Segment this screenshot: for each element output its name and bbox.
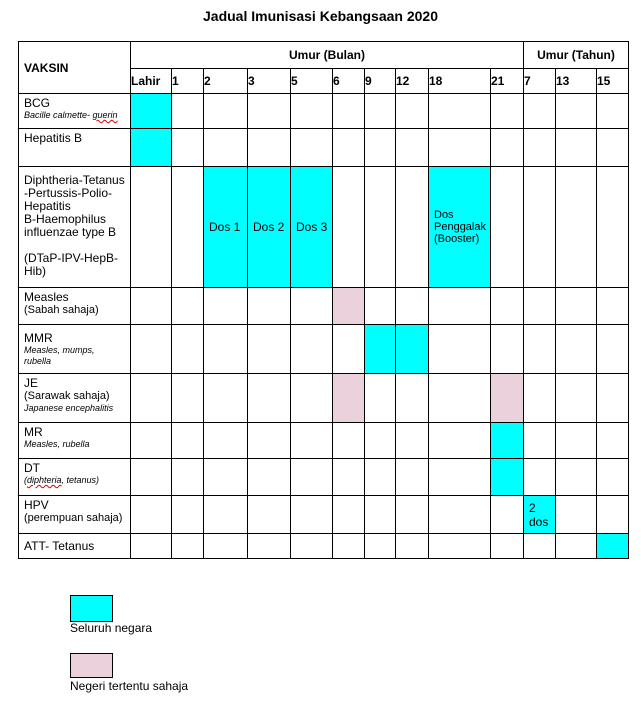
vaccine-hpv: HPV (perempuan sahaja) (19, 496, 131, 534)
age-header: 7 (524, 69, 556, 94)
age-header: 12 (396, 69, 429, 94)
schedule-cell (131, 94, 172, 129)
age-header: Lahir (131, 69, 172, 94)
legend-state-label: Negeri tertentu sahaja (70, 679, 189, 693)
age-header: 5 (291, 69, 333, 94)
umur-bulan-header: Umur (Bulan) (131, 42, 524, 69)
dose-1-cell: Dos 1 (204, 167, 248, 288)
vaksin-header: VAKSIN (19, 42, 131, 94)
vaccine-dtap: Diphtheria-Tetanus -Pertussis-Polio- Hepatitis B-Haemophilus influenzae type B (DTaP-IPV-HepB- Hib) (19, 167, 131, 288)
booster-cell: Dos Penggalak (Booster) (429, 167, 491, 288)
dose-2-cell: Dos 2 (248, 167, 291, 288)
vaccine-mr: MR Measles, rubella (19, 423, 131, 459)
age-header: 15 (597, 69, 629, 94)
vaccine-measles: Measles (Sabah sahaja) (19, 288, 131, 325)
table-row (19, 129, 629, 167)
table-row (19, 167, 629, 288)
schedule-cell (597, 534, 629, 559)
immunisation-schedule-table (18, 41, 629, 559)
schedule-cell (396, 325, 429, 374)
table-row (19, 374, 629, 423)
dose-3-cell: Dos 3 (291, 167, 333, 288)
table-row (19, 94, 629, 129)
vaccine-mmr: MMR Measles, mumps, rubella (19, 325, 131, 374)
schedule-cell (365, 325, 396, 374)
schedule-cell (491, 459, 524, 496)
page-title: Jadual Imunisasi Kebangsaan 2020 (203, 8, 438, 24)
legend-national-label: Seluruh negara (70, 621, 153, 635)
age-header: 3 (248, 69, 291, 94)
umur-tahun-header: Umur (Tahun) (524, 42, 629, 69)
vaccine-dt: DT (diphteria, tetanus) (19, 459, 131, 496)
age-header: 18 (429, 69, 491, 94)
table-row (19, 288, 629, 325)
hpv-dose-cell: 2 dos (524, 496, 556, 534)
age-header: 1 (172, 69, 204, 94)
schedule-cell (333, 374, 365, 423)
vaccine-je: JE (Sarawak sahaja) Japanese encephalitis (19, 374, 131, 423)
table-row (19, 325, 629, 374)
legend-state-swatch (70, 653, 113, 678)
schedule-cell (491, 374, 524, 423)
schedule-cell (333, 288, 365, 325)
age-header: 6 (333, 69, 365, 94)
table-row (19, 459, 629, 496)
schedule-cell (491, 423, 524, 459)
table-row (19, 496, 629, 534)
legend-national-swatch (70, 595, 113, 622)
age-header: 2 (204, 69, 248, 94)
vaccine-bcg: BCG Bacille calmette- guerin (19, 94, 131, 129)
age-header: 9 (365, 69, 396, 94)
schedule-cell (131, 129, 172, 167)
age-header: 21 (491, 69, 524, 94)
table-row (19, 534, 629, 559)
table-row (19, 423, 629, 459)
vaccine-att: ATT- Tetanus (19, 534, 131, 559)
vaccine-hepatitis-b: Hepatitis B (19, 129, 131, 167)
age-header: 13 (556, 69, 597, 94)
